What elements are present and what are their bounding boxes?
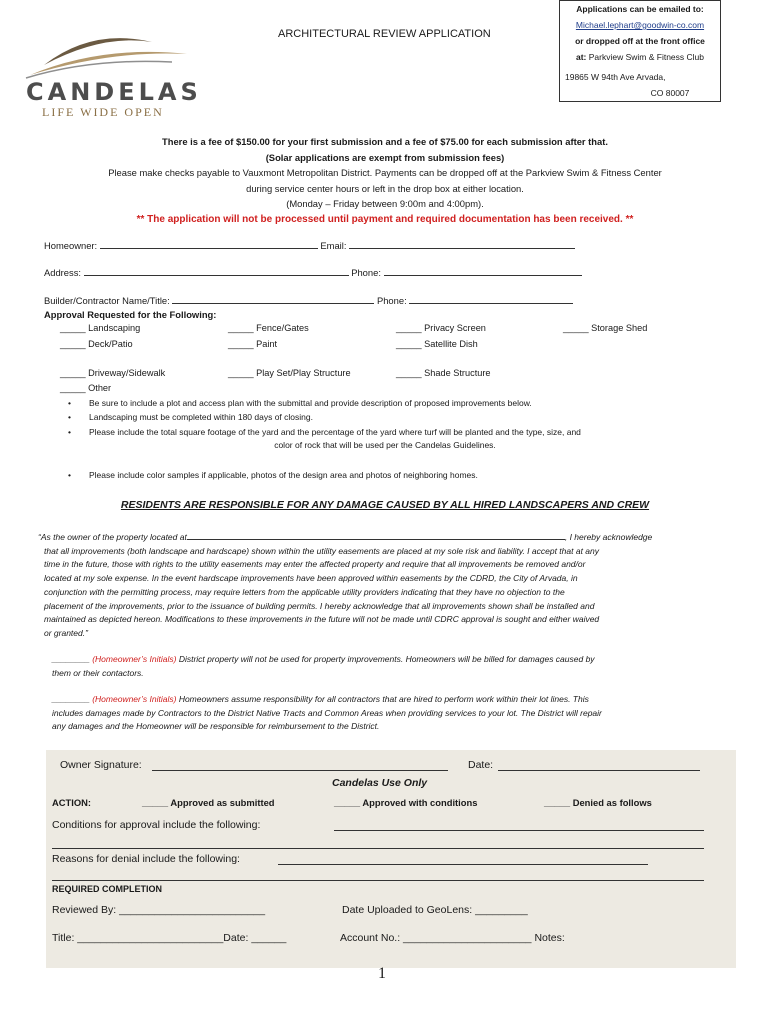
checkbox-playset[interactable]: _____ Play Set/Play Structure bbox=[228, 368, 351, 378]
fee-section bbox=[40, 134, 730, 227]
dropbox-line: during service center hours or left in the drop box at either location. bbox=[246, 182, 524, 194]
solar-exempt-line: (Solar applications are exempt from submission fees) bbox=[265, 151, 505, 163]
property-address-field[interactable] bbox=[187, 530, 565, 540]
email-label: Email: bbox=[320, 240, 347, 251]
submission-info-box bbox=[559, 0, 721, 102]
checkbox-shade[interactable]: _____ Shade Structure bbox=[396, 368, 491, 378]
office-use-panel bbox=[46, 750, 736, 968]
conditions-field[interactable] bbox=[334, 830, 704, 831]
account-field[interactable]: ______________________ bbox=[403, 932, 532, 944]
approved-with-conditions[interactable]: _____ Approved with conditions bbox=[334, 797, 478, 808]
approval-heading: Approval Requested for the Following: bbox=[44, 309, 217, 320]
email-field[interactable] bbox=[349, 238, 575, 249]
builder-phone-label: Phone: bbox=[376, 295, 407, 306]
address-line-2: CO 80007 bbox=[650, 88, 690, 98]
candelas-use-only: Candelas Use Only bbox=[332, 777, 428, 789]
address-label: Address: bbox=[44, 267, 81, 278]
geolens-label: Date Uploaded to GeoLens: _________ bbox=[342, 904, 528, 916]
reasons-field[interactable] bbox=[278, 864, 648, 865]
page-number: 1 bbox=[378, 965, 386, 982]
checkbox-fence[interactable]: _____ Fence/Gates bbox=[228, 323, 309, 333]
logo-wordmark: CANDELAS bbox=[26, 78, 202, 106]
action-label: ACTION: bbox=[52, 797, 92, 808]
checkbox-storage[interactable]: _____ Storage Shed bbox=[563, 323, 648, 333]
acknowledgement-paragraph: “As the owner of the property located at , I hereby acknowledge that all improvements (both landscape and hardscape) shown within the utility easements are placed at my sole risk and liability. I accept that at any time in the future, those with rights to the utility easements may enter the affected property and require that all improvements be removed and/or located at my sole expense. In the event hardscape improvements have been approved within easements by the CDRD, the City of Arvada, in conjunction with the permitting process, may require letters from the applicable utility providers indicating that they have no objection to the placement of the improvements, prior to the issuance of building permits. I hereby acknowledge that all improvements shown shall be installed and maintained as depicted hereon. Modifications to these improvements in the future will not be made until CDRC approval is sought and either waived or granted.” bbox=[38, 532, 653, 638]
processing-warning: ** The application will not be processed until payment and required documentation has been received. ** bbox=[136, 213, 634, 225]
reasons-field-line-2[interactable] bbox=[52, 880, 704, 881]
owner-signature-label: Owner Signature: bbox=[60, 759, 142, 771]
page-title: ARCHITECTURAL REVIEW APPLICATION bbox=[278, 28, 491, 40]
required-completion-label: REQUIRED COMPLETION bbox=[52, 884, 163, 894]
checkbox-landscaping[interactable]: _____ Landscaping bbox=[60, 323, 141, 333]
geolens-field[interactable]: _________ bbox=[475, 904, 528, 916]
initials-field[interactable]: ________ bbox=[52, 654, 90, 664]
address-field[interactable] bbox=[84, 265, 349, 276]
logo-swoosh-icon bbox=[22, 20, 192, 80]
bullet-item: • Please include color samples if applicable, photos of the design area and photos of neighboring homes. bbox=[68, 470, 478, 480]
checkbox-satellite[interactable]: _____ Satellite Dish bbox=[396, 339, 478, 349]
builder-row bbox=[44, 293, 573, 306]
title-date-field[interactable]: ______ bbox=[251, 932, 287, 944]
builder-field[interactable] bbox=[172, 293, 374, 304]
phone-field[interactable] bbox=[384, 265, 582, 276]
date-field[interactable] bbox=[498, 770, 700, 771]
denied-as-follows[interactable]: _____ Denied as follows bbox=[544, 797, 652, 808]
bullet-item: • Please include the total square footage of the yard and the percentage of the yard where turf will be planted and the type, size, and bbox=[68, 427, 581, 437]
reviewed-by-label: Reviewed By: _________________________ bbox=[52, 904, 266, 916]
account-label: Account No.: ______________________ Notes: bbox=[340, 932, 565, 944]
homeowner-row bbox=[44, 238, 575, 251]
initials-field[interactable]: ________ bbox=[52, 694, 90, 704]
homeowner-field[interactable] bbox=[100, 238, 318, 249]
checkbox-privacy[interactable]: _____ Privacy Screen bbox=[396, 323, 486, 333]
reasons-label: Reasons for denial include the following: bbox=[52, 853, 240, 865]
address-row bbox=[44, 265, 582, 278]
fee-line: There is a fee of $150.00 for your first submission and a fee of $75.00 for each submission after that. bbox=[162, 136, 608, 147]
initials-district-property: ________ (Homeowner’s Initials) District property will not be used for property improvements. Homeowners will be billed for damages caused by them or their contactors. bbox=[52, 654, 595, 678]
drop-off-location: at: Parkview Swim & Fitness Club bbox=[575, 52, 704, 62]
bullet-continuation: color of rock that will be used per the Candelas Guidelines. bbox=[274, 440, 496, 450]
payment-line: Please make checks payable to Vauxmont Metropolitan District. Payments can be dropped off at the Parkview Swim & Fitness Center bbox=[108, 167, 662, 178]
builder-phone-field[interactable] bbox=[409, 293, 573, 304]
approved-as-submitted[interactable]: _____ Approved as submitted bbox=[142, 797, 275, 808]
email-heading: Applications can be emailed to: bbox=[576, 4, 704, 14]
checkbox-driveway[interactable]: _____ Driveway/Sidewalk bbox=[60, 368, 166, 378]
responsibility-heading: RESIDENTS ARE RESPONSIBLE FOR ANY DAMAGE CAUSED BY ALL HIRED LANDSCAPERS AND CREW bbox=[120, 499, 650, 511]
candelas-logo bbox=[22, 20, 202, 119]
initials-contractor-responsibility: ________ (Homeowner’s Initials) Homeowners assume responsibility for all contractors that are hired to perform work within their lot lines. This includes damages made by Contractors to the District Native Tracts and Common Areas when providing services to your lot. The District will repair any damages and the Homeowner will be responsible for reimbursement to the District. bbox=[52, 694, 602, 732]
title-label: Title: _________________________Date: ______ bbox=[52, 932, 287, 944]
drop-off-line: or dropped off at the front office bbox=[575, 36, 705, 46]
owner-signature-field[interactable] bbox=[152, 770, 448, 771]
checkbox-other[interactable]: _____ Other bbox=[60, 383, 112, 393]
phone-label: Phone: bbox=[351, 267, 381, 278]
hours-line: (Monday – Friday between 9:00m and 4:00pm). bbox=[286, 198, 484, 209]
conditions-label: Conditions for approval include the following: bbox=[52, 819, 261, 831]
email-link[interactable]: Michael.lephart@goodwin-co.com bbox=[575, 20, 705, 30]
bullet-item: • Landscaping must be completed within 180 days of closing. bbox=[68, 412, 313, 422]
title-field[interactable]: _________________________ bbox=[77, 932, 224, 944]
checkbox-paint[interactable]: _____ Paint bbox=[228, 339, 278, 349]
conditions-field-line-2[interactable] bbox=[52, 848, 704, 849]
date-label: Date: bbox=[468, 759, 494, 771]
reviewed-by-field[interactable]: _________________________ bbox=[119, 904, 266, 916]
builder-label: Builder/Contractor Name/Title: bbox=[44, 295, 170, 306]
logo-tagline: LIFE WIDE OPEN bbox=[42, 105, 164, 119]
address-line-1: 19865 W 94th Ave Arvada, bbox=[565, 72, 666, 82]
homeowner-label: Homeowner: bbox=[44, 240, 98, 251]
checkbox-deck[interactable]: _____ Deck/Patio bbox=[60, 339, 133, 349]
bullet-item: • Be sure to include a plot and access plan with the submittal and provide description of proposed improvements below. bbox=[68, 398, 532, 408]
